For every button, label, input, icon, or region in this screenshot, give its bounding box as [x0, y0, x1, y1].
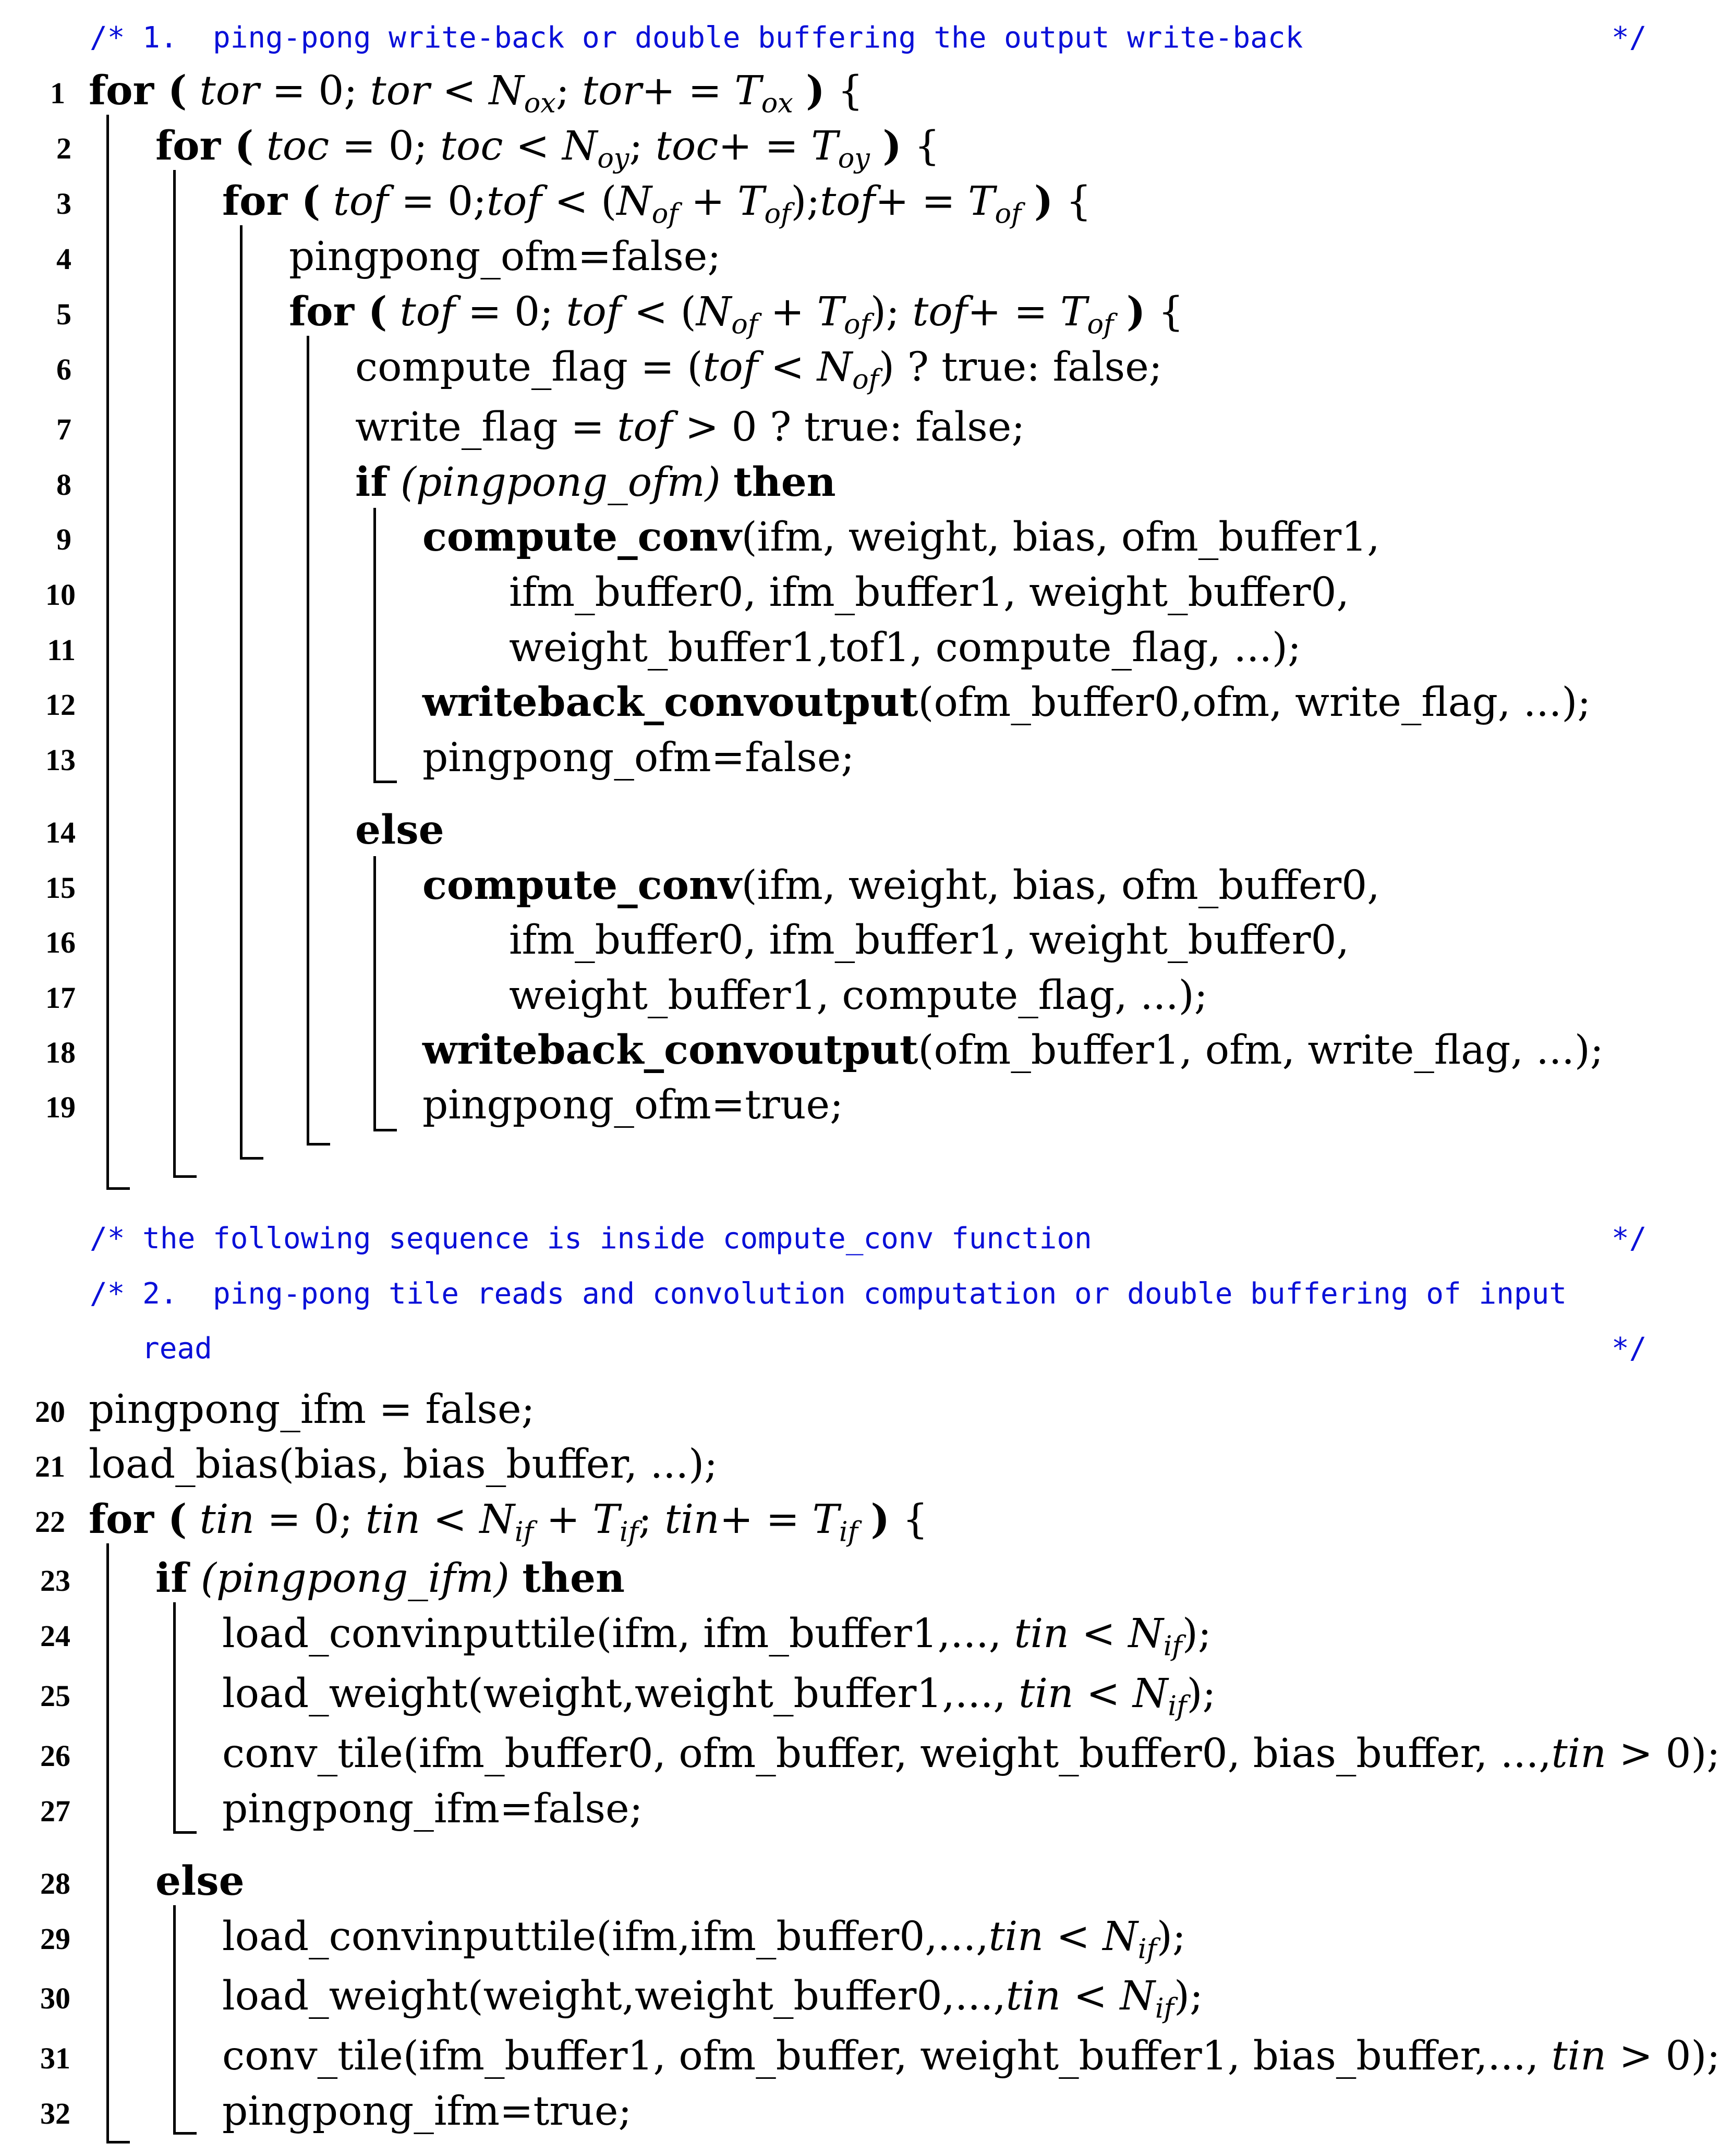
code-line-26: conv_tile(ifm_buffer0, ofm_buffer, weight_buffer0, bias_buffer, ...,tin > 0); — [222, 1731, 1720, 1777]
code-line-12: writeback_convoutput(ofm_buffer0,ofm, write_flag, ...); — [422, 679, 1591, 726]
line-number: 27 — [40, 1794, 70, 1828]
code-line-15: compute_conv(ifm, weight, bias, ofm_buffer0, — [422, 862, 1380, 909]
line-number: 15 — [45, 871, 76, 905]
code-line-9: compute_conv(ifm, weight, bias, ofm_buffer1, — [422, 514, 1380, 561]
line-number: 9 — [56, 522, 71, 556]
code-line-13: pingpong_ofm=false; — [422, 735, 855, 781]
block-rule — [173, 1831, 197, 1834]
block-rule — [307, 1143, 330, 1146]
line-number: 29 — [40, 1922, 70, 1956]
comment-end-marker: */ — [1612, 21, 1647, 55]
line-number: 28 — [40, 1867, 70, 1901]
code-line-3: for ( tof = 0;tof < ($N_{of}$ + $T_{of});tof+ = T_{of}$ ) { — [222, 178, 1092, 230]
line-number: 4 — [56, 242, 71, 276]
line-number: 11 — [47, 633, 76, 667]
code-line-32: pingpong_ifm=true; — [222, 2088, 632, 2135]
code-line-4: pingpong_ofm=false; — [289, 234, 721, 280]
line-number: 3 — [56, 187, 71, 221]
code-line-10: ifm_buffer0, ifm_buffer1, weight_buffer0, — [509, 569, 1349, 616]
block-rule — [173, 2132, 197, 2135]
line-number: 25 — [40, 1679, 70, 1713]
line-number: 7 — [56, 412, 71, 446]
line-number: 30 — [40, 1981, 70, 2015]
block-rule — [240, 225, 243, 1160]
code-line-21: load_bias(bias, bias_buffer, ...); — [89, 1441, 718, 1488]
code-line-7: write_flag = tof > 0 ? true: false; — [355, 404, 1025, 450]
line-number: 17 — [45, 981, 76, 1015]
code-line-5: for ( tof = 0; tof < $(N_{of} + T_{of})$; $tof+ = T_{of}$ ) { — [289, 288, 1184, 340]
code-line-22: for ( tin = 0; tin < $N_{if} + T_{if}$; $tin+ = T_{if}$ ) { — [89, 1496, 928, 1548]
line-number: 13 — [45, 743, 76, 777]
block-rule — [373, 781, 397, 783]
comment-end-marker: */ — [1612, 1222, 1647, 1256]
line-number: 16 — [45, 925, 76, 959]
line-number: 14 — [45, 815, 76, 849]
code-line-28: else — [155, 1858, 245, 1905]
line-number: 2 — [56, 131, 71, 165]
line-number: 12 — [45, 688, 76, 722]
line-number: 1 — [50, 76, 65, 110]
block-rule — [106, 1543, 109, 2143]
code-line-19: pingpong_ofm=true; — [422, 1082, 844, 1128]
code-line-30: load_weight(weight,weight_buffer0,...,tin < $N_{if}$); — [222, 1973, 1203, 2025]
line-number: 20 — [35, 1395, 65, 1429]
code-line-24: load_convinputtile(ifm, ifm_buffer1,..., tin < $N_{if}$); — [222, 1611, 1212, 1662]
line-number: 23 — [40, 1564, 70, 1598]
block-rule — [173, 170, 176, 1178]
code-line-1: for ( tor = 0; tor < $N_{ox}$; $tor+ = T_{ox}$ ) { — [89, 67, 864, 119]
code-line-20: pingpong_ifm = false; — [89, 1386, 535, 1433]
line-number: 24 — [40, 1619, 70, 1653]
line-number: 5 — [56, 297, 71, 331]
code-line-14: else — [355, 807, 444, 854]
line-number: 6 — [56, 352, 71, 386]
comment-input-read-cont: read — [142, 1332, 212, 1366]
block-rule — [373, 856, 376, 1131]
code-line-25: load_weight(weight,weight_buffer1,..., tin < $N_{if}$); — [222, 1671, 1216, 1722]
line-number: 31 — [40, 2041, 70, 2075]
line-number: 22 — [35, 1505, 65, 1539]
code-line-27: pingpong_ifm=false; — [222, 1786, 643, 1832]
block-rule — [106, 115, 109, 1190]
comment-output-writeback: /* 1. ping-pong write-back or double buffering the output write-back — [90, 21, 1303, 55]
block-rule — [373, 508, 376, 783]
comment-input-read: /* 2. ping-pong tile reads and convolution computation or double buffering of input — [90, 1277, 1567, 1311]
block-rule — [173, 1602, 176, 1834]
code-line-29: load_convinputtile(ifm,ifm_buffer0,...,tin < $N_{if}$); — [222, 1914, 1186, 1965]
code-line-6: compute_flag = $(tof < N_{of})$ ? true: false; — [355, 344, 1162, 396]
line-number: 8 — [56, 468, 71, 502]
code-line-11: weight_buffer1,tof1, compute_flag, ...); — [509, 625, 1301, 671]
line-number: 32 — [40, 2097, 70, 2130]
code-line-31: conv_tile(ifm_buffer1, ofm_buffer, weight_buffer1, bias_buffer,..., tin > 0); — [222, 2033, 1720, 2079]
comment-end-marker: */ — [1612, 1332, 1647, 1366]
line-number: 10 — [45, 578, 76, 612]
block-rule — [106, 1187, 130, 1190]
block-rule — [240, 1157, 263, 1160]
comment-compute-conv: /* the following sequence is inside compute_conv function — [90, 1222, 1092, 1256]
code-line-18: writeback_convoutput(ofm_buffer1, ofm, write_flag, ...); — [422, 1027, 1604, 1074]
line-number: 19 — [45, 1090, 76, 1124]
block-rule — [106, 2141, 130, 2143]
code-line-2: for ( toc = 0; toc < $N_{oy}$; $toc+ = T_{oy}$ ) { — [155, 123, 940, 175]
code-line-8: if (pingpong_ofm) then — [355, 459, 836, 506]
code-line-23: if (pingpong_ifm) then — [155, 1555, 625, 1602]
code-line-16: ifm_buffer0, ifm_buffer1, weight_buffer0, — [509, 917, 1349, 964]
line-number: 26 — [40, 1739, 70, 1773]
block-rule — [307, 336, 309, 1146]
line-number: 21 — [35, 1449, 65, 1483]
block-rule — [173, 1175, 197, 1178]
line-number: 18 — [45, 1036, 76, 1069]
code-line-17: weight_buffer1, compute_flag, ...); — [509, 972, 1208, 1019]
block-rule — [173, 1905, 176, 2135]
block-rule — [373, 1129, 397, 1131]
